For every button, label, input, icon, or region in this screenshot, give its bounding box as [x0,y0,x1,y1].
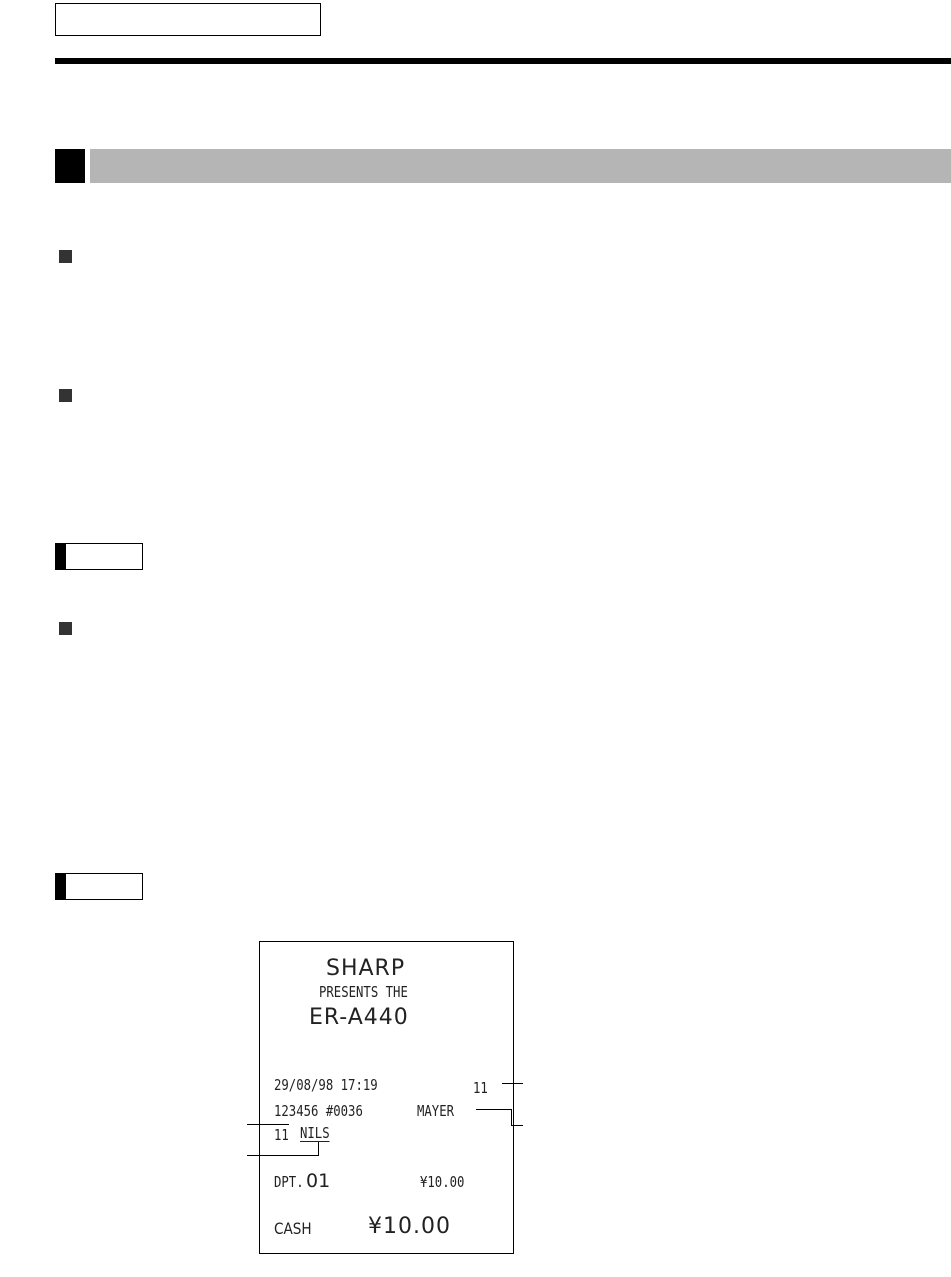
receipt-logo-sharp: SHARP [326,956,406,981]
subsection-bullet-3 [59,622,72,635]
note-box-1 [55,543,143,570]
receipt-clerk-name: NILS [300,1124,330,1142]
receipt-dept-number: 01 [306,1170,331,1192]
receipt-cash-amount: ¥10.00 [368,1214,451,1239]
example-box [55,873,143,900]
section-title-bar [90,149,951,183]
callout-line-cashier-v [511,1109,512,1126]
subsection-bullet-1 [59,250,72,263]
callout-line-top-number [502,1083,523,1084]
receipt-cashier-name: MAYER [417,1102,455,1120]
callout-line-cashier-h [476,1109,512,1110]
receipt-cash-label: CASH [274,1219,312,1238]
callout-line-clerk-code [247,1124,289,1125]
receipt-logo-presents: PRESENTS THE [319,983,408,1001]
receipt-top-number: 11 [473,1079,488,1097]
receipt-register-consec: 123456 #0036 [274,1102,363,1120]
receipt-clerk-code: 11 [274,1126,289,1144]
page-header-box [55,3,321,36]
callout-line-clerk-name-h [247,1155,319,1156]
callout-line-clerk-name-v [318,1142,319,1156]
receipt [259,941,514,1254]
receipt-dept-amount: ¥10.00 [420,1173,465,1191]
callout-line-cashier-end [511,1125,523,1126]
subsection-bullet-2 [59,389,72,402]
header-rule [55,58,951,64]
receipt-dept-label: DPT. [274,1173,304,1191]
section-number-box [55,149,85,183]
receipt-logo-model: ER-A440 [309,1005,409,1030]
receipt-date-time: 29/08/98 17:19 [274,1076,378,1094]
